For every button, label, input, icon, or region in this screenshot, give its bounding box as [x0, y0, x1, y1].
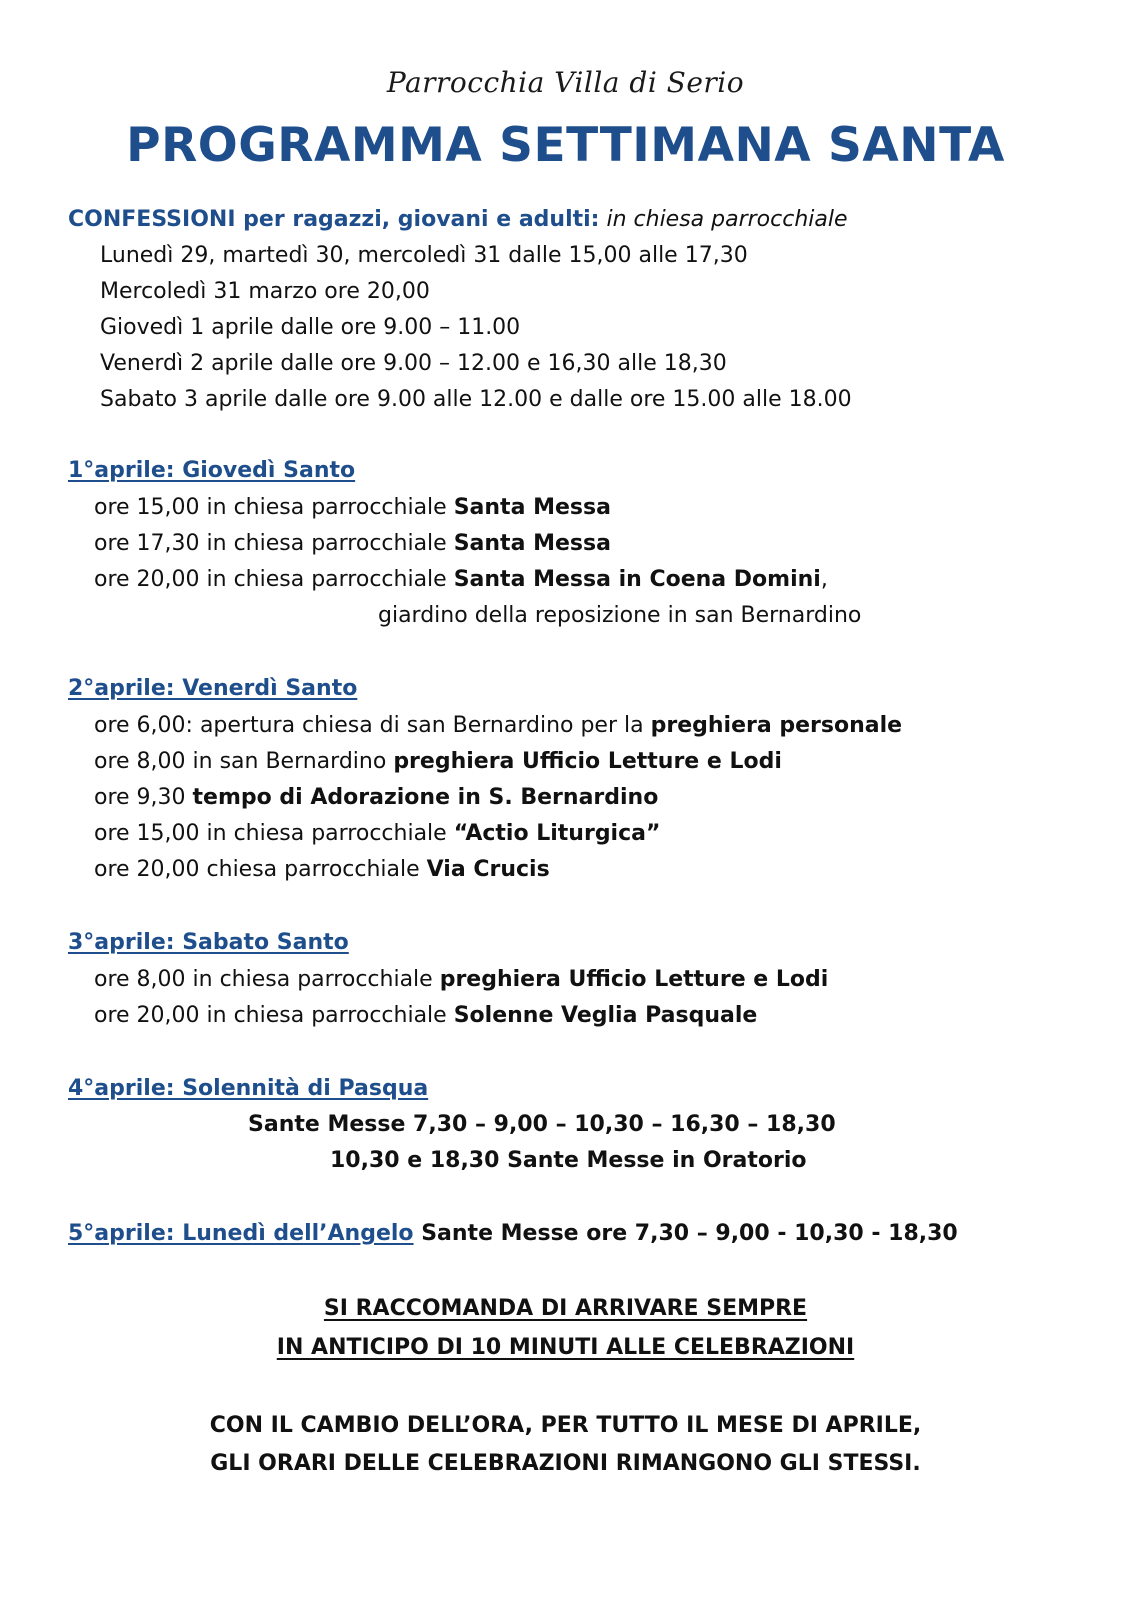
schedule-line: ore 6,00: apertura chiesa di san Bernardino per la preghiera personale [94, 713, 903, 738]
schedule-line: ore 17,30 in chiesa parrocchiale Santa Messa [94, 531, 611, 556]
confessioni-line: Giovedì 1 aprile dalle ore 9.00 – 11.00 [100, 315, 521, 340]
section-heading-giovedi: 1°aprile: Giovedì Santo [68, 458, 356, 483]
notice-line-4: GLI ORARI DELLE CELEBRAZIONI RIMANGONO GLI STESSI. [210, 1451, 921, 1476]
schedule-line: ore 20,00 chiesa parrocchiale Via Crucis [94, 857, 550, 882]
confessioni-heading-line [68, 206, 848, 234]
schedule-line: ore 8,00 in san Bernardino preghiera Ufficio Letture e Lodi [94, 749, 782, 774]
schedule-continuation: giardino della reposizione in san Bernardino [378, 603, 862, 628]
section-heading-sabato: 3°aprile: Sabato Santo [68, 930, 349, 955]
notice-line-3: CON IL CAMBIO DELL’ORA, PER TUTTO IL MESE DI APRILE, [209, 1413, 922, 1438]
confessioni-line: Mercoledì 31 marzo ore 20,00 [100, 279, 430, 304]
notice-line-1: SI RACCOMANDA DI ARRIVARE SEMPRE [323, 1296, 808, 1321]
parish-name: Parrocchia Villa di Serio [386, 66, 745, 99]
schedule-line: ore 15,00 in chiesa parrocchiale Santa Messa [94, 495, 611, 520]
section-heading-pasqua: 4°aprile: Solennità di Pasqua [68, 1076, 429, 1101]
schedule-line: ore 8,00 in chiesa parrocchiale preghiera Ufficio Letture e Lodi [94, 967, 829, 992]
lunedi-line [68, 1220, 958, 1248]
schedule-line: ore 20,00 in chiesa parrocchiale Solenne Veglia Pasquale [94, 1003, 758, 1028]
lunedi-masses: Sante Messe ore 7,30 – 9,00 - 10,30 - 18,30 [413, 1221, 958, 1246]
section-heading-venerdi: 2°aprile: Venerdì Santo [68, 676, 358, 701]
confessioni-line: Venerdì 2 aprile dalle ore 9.00 – 12.00 e 16,30 alle 18,30 [100, 351, 727, 376]
schedule-line: ore 9,30 tempo di Adorazione in S. Bernardino [94, 785, 659, 810]
confessioni-line: Lunedì 29, martedì 30, mercoledì 31 dalle 15,00 alle 17,30 [100, 243, 748, 268]
schedule-line: ore 15,00 in chiesa parrocchiale “Actio Liturgica” [94, 821, 661, 846]
notice-line-2: IN ANTICIPO DI 10 MINUTI ALLE CELEBRAZIONI [276, 1335, 855, 1360]
confessioni-heading: CONFESSIONI per ragazzi, giovani e adulti: [68, 207, 600, 232]
section-heading-lunedi: 5°aprile: Lunedì dell’Angelo [68, 1221, 414, 1246]
pasqua-masses: Sante Messe 7,30 – 9,00 – 10,30 – 16,30 – 18,30 [248, 1112, 836, 1137]
page-title: PROGRAMMA SETTIMANA SANTA [126, 118, 1005, 173]
schedule-line: ore 20,00 in chiesa parrocchiale Santa Messa in Coena Domini, [94, 567, 828, 592]
confessioni-place: in chiesa parrocchiale [599, 207, 848, 232]
pasqua-oratorio: 10,30 e 18,30 Sante Messe in Oratorio [330, 1148, 807, 1173]
confessioni-line: Sabato 3 aprile dalle ore 9.00 alle 12.00 e dalle ore 15.00 alle 18.00 [100, 387, 852, 412]
